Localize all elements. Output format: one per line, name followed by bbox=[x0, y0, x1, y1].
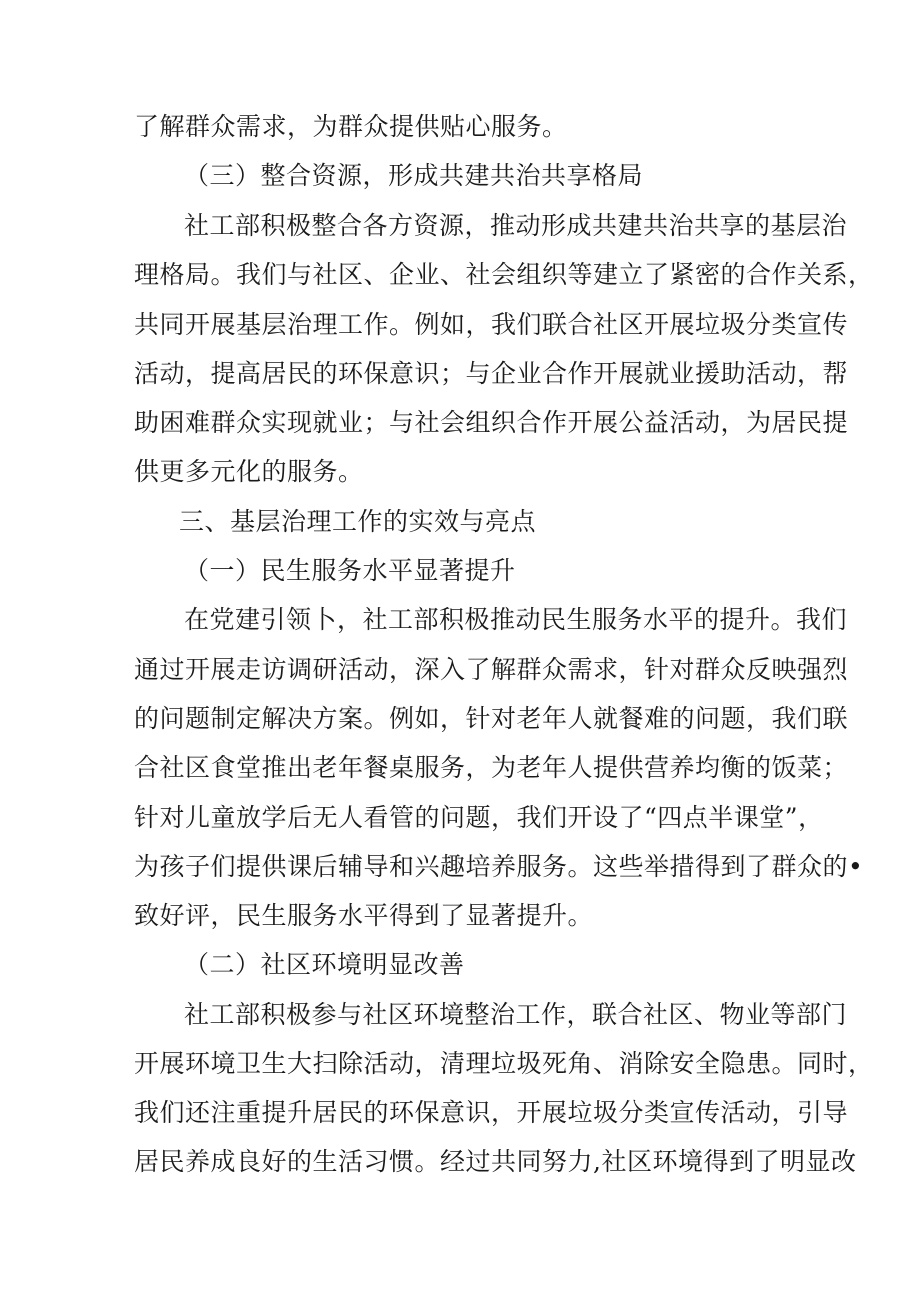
paragraph-line: 社工部积极参与社区环境整治工作，联合社区、物业等部门 bbox=[184, 1000, 848, 1029]
paragraph-line: 社工部积极整合各方资源，推动形成共建共治共享的基层治 bbox=[184, 211, 848, 240]
section-heading-line: 三、基层治理工作的实效与亮点 bbox=[179, 507, 537, 536]
paragraph-line: 在党建引领卜，社工部积极推动民生服务水平的提升。我们 bbox=[184, 605, 848, 634]
subheading-line: （二）社区环境明显改善 bbox=[184, 950, 465, 979]
paragraph-line: 的问题制定解决方案。例如，针对老年人就餐难的问题，我们联 bbox=[134, 704, 849, 733]
paragraph-line: 助困难群众实现就业；与社会组织合作开展公益活动，为居民提 bbox=[134, 408, 849, 437]
paragraph-line: 理格局。我们与社区、企业、社会组织等建立了紧密的合作关系， bbox=[134, 260, 874, 289]
paragraph-line: 活动，提高居民的环保意识；与企业合作开展就业援助活动，帮 bbox=[134, 359, 849, 388]
subheading-line: （一）民生服务水平显著提升 bbox=[184, 556, 516, 585]
paragraph-line: 共同开展基层治理工作。例如，我们联合社区开展垃圾分类宣传 bbox=[134, 310, 849, 339]
text-line: 了解群众需求，为群众提供贴心服务。 bbox=[134, 112, 568, 141]
paragraph-line: 居民养成良好的生活习惯。经过共同努力,社区环境得到了明显改 bbox=[134, 1147, 857, 1176]
paragraph-line: 供更多元化的服务。 bbox=[134, 457, 364, 486]
paragraph-line: 通过开展走访调研活动，深入了解群众需求，针对群众反映强烈 bbox=[134, 655, 849, 684]
paragraph-line: 致好评，民生服务水平得到了显著提升。 bbox=[134, 901, 594, 930]
paragraph-line: 针对儿童放学后无人看管的问题，我们开设了“四点半课堂”， bbox=[134, 803, 824, 832]
paragraph-line: 我们还注重提升居民的环保意识，开展垃圾分类宣传活动，引导 bbox=[134, 1098, 849, 1127]
paragraph-line: 合社区食堂推出老年餐桌服务，为老年人提供营养均衡的饭菜； bbox=[134, 753, 849, 782]
subheading-line: （三）整合资源，形成共建共治共享格局 bbox=[184, 161, 644, 190]
paragraph-line: 为孩子们提供课后辅导和兴趣培养服务。这些举措得到了群众的• bbox=[134, 852, 864, 881]
paragraph-line: 开展环境卫生大扫除活动，清理垃圾死角、消除安全隐患。同时， bbox=[134, 1049, 874, 1078]
